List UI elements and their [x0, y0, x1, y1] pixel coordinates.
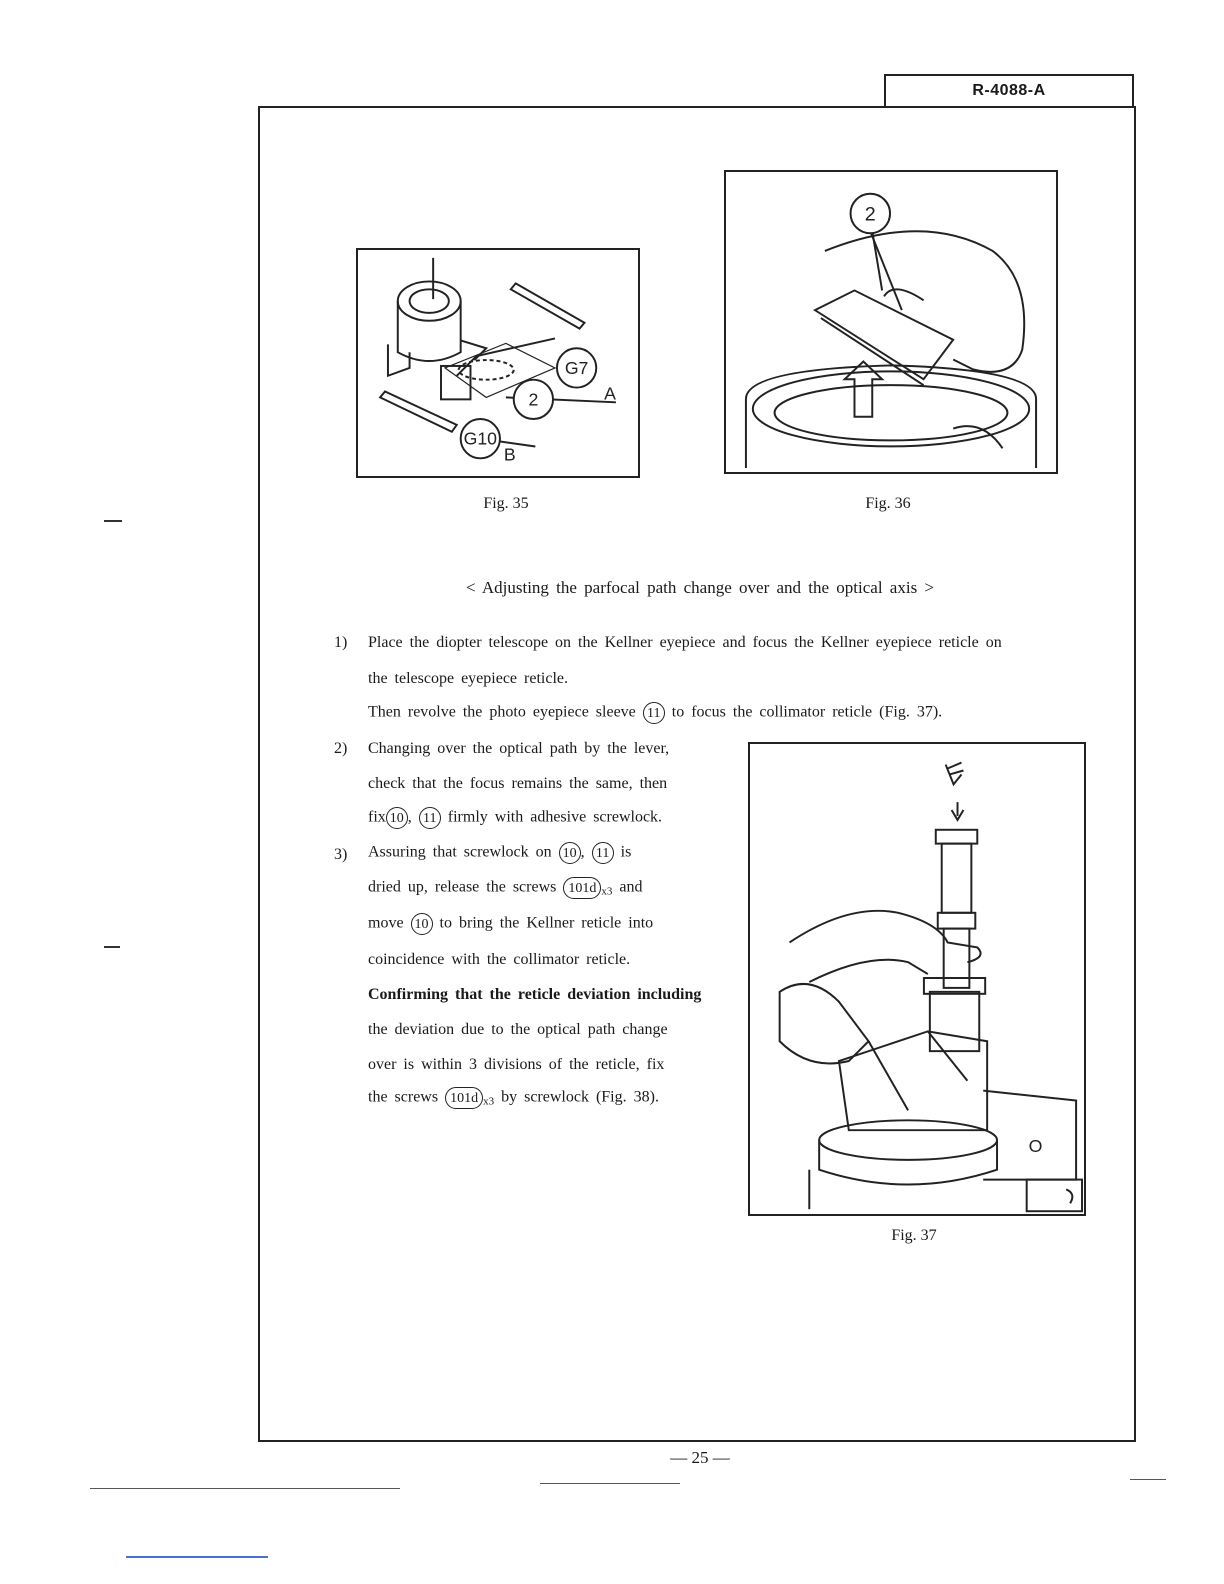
part-ref-11: 11 [592, 842, 614, 864]
step-3-move-text: move [368, 914, 404, 932]
document-code: R-4088-A [884, 74, 1134, 106]
figure-36 [724, 170, 1058, 474]
blue-line-artifact [126, 1556, 268, 1558]
step-2-fix-text-end: firmly with adhesive screwlock. [447, 808, 663, 826]
step-2-line-3 [368, 807, 662, 829]
part-ref-10: 10 [386, 807, 408, 829]
fig35-label-g10: G10 [463, 428, 498, 449]
step-3-line-5: Confirming that the reticle deviation including [368, 986, 702, 1003]
figure-37 [748, 742, 1086, 1216]
step-2-line-2: check that the focus remains the same, then [368, 775, 668, 792]
figure-37-illustration [750, 744, 1084, 1214]
figure-35-caption: Fig. 35 [483, 495, 529, 512]
section-heading: < Adjusting the parfocal path change over and the optical axis > [465, 578, 935, 597]
scan-mark-left-2 [104, 946, 120, 948]
step-3-release-text: dried up, release the screws [368, 878, 557, 896]
step-1-number: 1) [334, 634, 348, 651]
step-2-line-1: Changing over the optical path by the lever, [368, 740, 670, 757]
step-3-line-3 [368, 913, 653, 935]
bottom-rule-left [90, 1488, 400, 1489]
figure-35 [356, 248, 640, 478]
step-3-line-1 [368, 842, 631, 864]
fig35-label-2: 2 [528, 389, 539, 410]
part-ref-11: 11 [419, 807, 441, 829]
bottom-rule-right [1130, 1479, 1166, 1480]
fig35-label-b: B [503, 444, 516, 465]
step-1-then-text-end: to focus the collimator reticle (Fig. 37). [671, 703, 943, 721]
part-ref-101d: 101d [445, 1087, 483, 1109]
step-1-then-text: Then revolve the photo eyepiece sleeve [368, 703, 636, 721]
times-three: x3 [601, 885, 613, 898]
step-2-fix-text: fix [368, 808, 386, 826]
figure-37-caption: Fig. 37 [891, 1227, 937, 1244]
fig35-label-a: A [604, 383, 616, 404]
step-3-line-7: over is within 3 divisions of the reticle, fix [368, 1056, 665, 1073]
times-three: x3 [483, 1095, 495, 1108]
step-3-screws-text: the screws [368, 1088, 439, 1106]
part-ref-10: 10 [411, 913, 433, 935]
figure-36-caption: Fig. 36 [865, 495, 911, 512]
step-3-number: 3) [334, 846, 348, 863]
step-3-line-8 [368, 1087, 659, 1109]
fig36-label-2: 2 [864, 203, 876, 226]
step-1-line-3 [368, 702, 942, 724]
svg-text:O: O [1028, 1135, 1043, 1156]
bottom-rule-mid [540, 1483, 680, 1484]
step-3-line-6: the deviation due to the optical path change [368, 1021, 668, 1038]
step-1-line-2: the telescope eyepiece reticle. [368, 670, 568, 687]
step-2-number: 2) [334, 740, 348, 757]
step-3-comma: , [580, 843, 585, 861]
figure-35-illustration [358, 250, 638, 476]
scan-mark-left-1 [104, 520, 122, 522]
step-3-move-text-end: to bring the Kellner reticle into [439, 914, 654, 932]
figure-36-illustration [726, 172, 1056, 472]
step-3-and-text: and [619, 878, 643, 896]
part-ref-11: 11 [643, 702, 665, 724]
step-3-screws-text-end: by screwlock (Fig. 38). [501, 1088, 659, 1106]
step-3-line-4: coincidence with the collimator reticle. [368, 951, 631, 968]
step-3-text: Assuring that screwlock on [368, 843, 552, 861]
step-3-text-end: is [620, 843, 632, 861]
part-ref-101d: 101d [563, 877, 601, 899]
fig35-label-g7: G7 [564, 357, 589, 378]
part-ref-10: 10 [559, 842, 581, 864]
step-3-line-2 [368, 877, 642, 899]
page-number: — 25 — [670, 1448, 730, 1467]
step-2-comma: , [407, 808, 412, 826]
step-1-line-1: Place the diopter telescope on the Kellner eyepiece and focus the Kellner eyepiece reticle on [368, 634, 1002, 651]
